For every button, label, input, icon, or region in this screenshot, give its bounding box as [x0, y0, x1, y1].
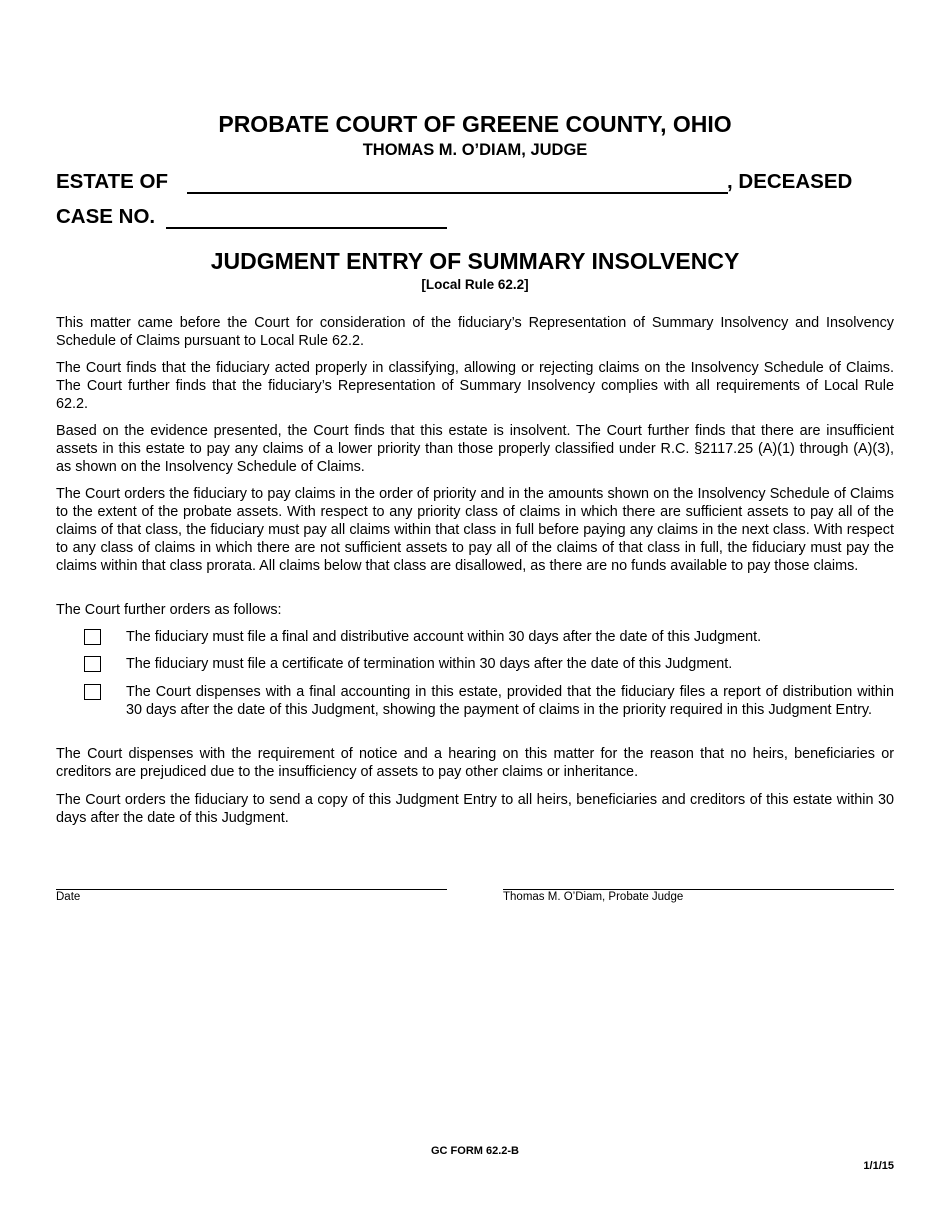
case-number-field[interactable]	[166, 227, 447, 229]
dispense-accounting-checkbox[interactable]	[84, 684, 101, 700]
date-signature-line[interactable]	[56, 889, 447, 890]
option-certificate-termination	[84, 655, 894, 675]
paragraph-further-orders: The Court further orders as follows:	[56, 602, 282, 618]
paragraph-insolvent: Based on the evidence presented, the Court finds that this estate is insolvent. The Court further finds that there are insufficient assets in this estate to pay any claims of a lower priority than those properly classified under R.C. §2117.25 (A)(1) through (A)(3), as shown on the Insolvency Schedule of Claims.	[56, 423, 894, 475]
case-number-row	[56, 205, 476, 233]
estate-of-row	[56, 170, 896, 198]
judge-name: THOMAS M. O’DIAM, JUDGE	[362, 141, 588, 159]
paragraph-consideration: This matter came before the Court for consideration of the fiduciary’s Representation of Summary Insolvency and Insolvency Schedule of Claims pursuant to Local Rule 62.2.	[56, 315, 894, 349]
deceased-label: , DECEASED	[727, 170, 853, 193]
option-dispense-accounting	[84, 683, 894, 743]
paragraph-send-copy: The Court orders the fiduciary to send a copy of this Judgment Entry to all heirs, beneficiaries and creditors of this estate within 30 days after the date of this Judgment.	[56, 792, 894, 826]
judge-signature-line[interactable]	[503, 889, 894, 890]
court-name: PROBATE COURT OF GREENE COUNTY, OHIO	[218, 111, 732, 137]
paragraph-notice-dispensed: The Court dispenses with the requirement of notice and a hearing on this matter for the reason that no heirs, beneficiaries or creditors are prejudiced due to the insufficiency of assets to pay other claims or inheritance.	[56, 746, 894, 780]
form-subtitle: [Local Rule 62.2]	[421, 277, 529, 292]
paragraph-findings: The Court finds that the fiduciary acted properly in classifying, allowing or rejecting claims on the Insolvency Schedule of Claims. The Court further finds that the fiduciary’s Representation of Summary Insolvency complies with all requirements of Local Rule 62.2.	[56, 360, 894, 412]
judge-signature-label: Thomas M. O’Diam, Probate Judge	[503, 891, 684, 903]
estate-of-label: ESTATE OF	[56, 170, 168, 193]
case-number-label: CASE NO.	[56, 205, 156, 228]
estate-name-field[interactable]	[187, 192, 728, 194]
form-number: GC FORM 62.2-B	[430, 1145, 519, 1157]
form-title: JUDGMENT ENTRY OF SUMMARY INSOLVENCY	[210, 248, 740, 274]
paragraph-payment-order: The Court orders the fiduciary to pay claims in the order of priority and in the amounts shown on the Insolvency Schedule of Claims to the extent of the probate assets. With respect to any priority class of claims in which there are sufficient assets to pay all of the claims of that class, the fiduciary must pay all claims within that class in full before paying any claims in the next class. With respect to any class of claims in which there are not sufficient assets to pay all of the claims of that class in full, the fiduciary must pay the claims within that class prorata. All claims below that class are disallowed, as there are no funds available to pay those claims.	[56, 486, 894, 574]
option-text: The fiduciary must file a certificate of termination within 30 days after the date of this Judgment.	[126, 656, 733, 672]
option-text: The fiduciary must file a final and distributive account within 30 days after the date of this Judgment.	[126, 629, 762, 645]
final-account-checkbox[interactable]	[84, 629, 101, 645]
option-final-account	[84, 628, 894, 648]
option-text: The Court dispenses with a final accounting in this estate, provided that the fiduciary files a report of distribution within 30 days after the date of this Judgment, showing the payment of claims in the priority required in this Judgment Entry.	[126, 684, 894, 718]
revision-date: 1/1/15	[863, 1160, 894, 1172]
date-label: Date	[56, 891, 81, 903]
certificate-termination-checkbox[interactable]	[84, 656, 101, 672]
